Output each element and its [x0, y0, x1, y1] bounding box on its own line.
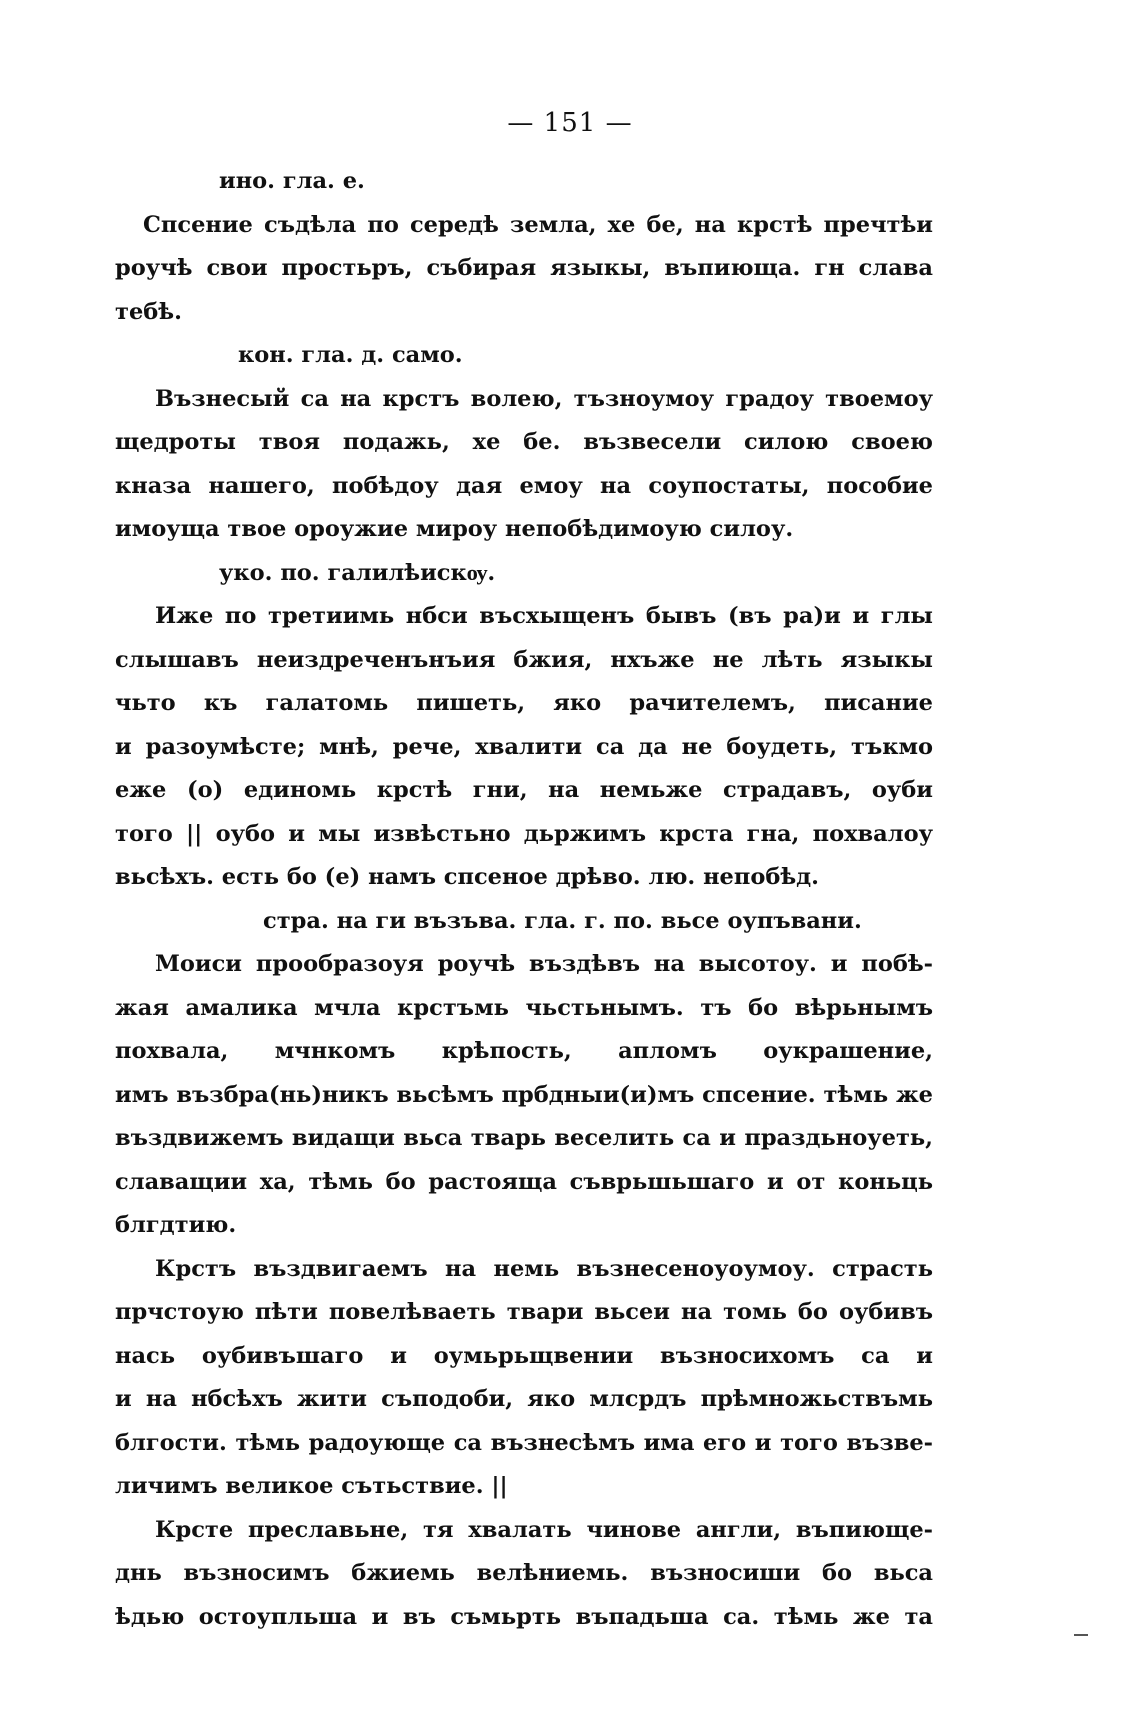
- text-line: нась оубивъшаго и оумьрьщвении възносихомъ са и: [115, 1342, 933, 1369]
- text-line: и разоумѣсте; мнѣ, рече, хвалити са да не боудеть, тъкмо: [115, 733, 933, 760]
- text-line: и на нбсѣхъ жити съподоби, яко млсрдъ прѣмножьствъмь: [115, 1386, 933, 1412]
- hymn-heading: кон. гла. д. само.: [238, 342, 463, 368]
- hymn-heading: уко. по. галилѣискѹ.: [219, 559, 496, 586]
- text-line: вьсѣхъ. есть бо (е) намъ спсеное дрѣво. лю. непобѣд.: [115, 864, 819, 890]
- text-line: похвала, мчнкомъ крѣпость, апломъ оукрашение,: [115, 1038, 933, 1064]
- text-line: блгдтию.: [115, 1212, 237, 1238]
- text-line: имоуща твое ороужие мироу непобѣдимоую силоу.: [115, 516, 794, 542]
- text-line: блгости. тѣмь радоующе са възнесѣмъ има его и того възве-: [115, 1429, 933, 1456]
- text-line: Крсте преславьне, тя хвалать чинове англи, въпиюще-: [155, 1516, 933, 1543]
- text-line: жая амалика мчла крстъмь чьстьнымъ. тъ бо вѣрьнымъ: [115, 994, 933, 1021]
- text-line: славащии ха, тѣмь бо растояща съврьшьшаго и от коньць: [115, 1168, 933, 1195]
- text-line: еже (о) единомь крстѣ гни, на немьже страдавъ, оуби: [115, 777, 933, 803]
- page-body-text: [115, 160, 933, 1639]
- text-line: ѣдью остоупльша и въ съмьрть въпадьша са. тѣмь же та: [115, 1603, 933, 1630]
- margin-mark: [1074, 1634, 1088, 1636]
- hymn-heading: ино. гла. е.: [219, 168, 365, 194]
- text-line: кназа нашего, побѣдоу дая емоу на соупостаты, пособие: [115, 472, 933, 499]
- text-line: чьто къ галатомь пишеть, яко рачителемъ, писание: [115, 690, 933, 716]
- text-line: Крстъ въздвигаемъ на немь възнесеноуоумоу. страсть: [155, 1255, 933, 1282]
- text-line: въздвижемъ видащи вьса тварь веселить са и праздьноуеть,: [115, 1125, 933, 1151]
- text-line: Възнесый са на крстъ волею, тъзноумоу градоу твоемоу: [155, 385, 933, 412]
- text-line: имъ възбра(нь)никъ вьсѣмъ прбдныи(и)мъ спсение. тѣмь же: [115, 1081, 933, 1108]
- hymn-heading: стра. на ги възъва. гла. г. по. вьсе оупъвани.: [263, 907, 862, 934]
- text-line: слышавъ неиздреченънъия бжия, нхъже не лѣть языкы: [115, 646, 933, 673]
- text-line: Иже по третиимь нбси въсхыщенъ бывъ (въ ра)и и глы: [155, 603, 933, 629]
- text-line: тебѣ.: [115, 298, 182, 325]
- text-line: Моиси прообразоуя роучѣ въздѣвъ на высотоу. и побѣ-: [155, 951, 933, 977]
- text-line: личимъ великое сътьствие. ||: [115, 1473, 508, 1499]
- text-line: щедроты твоя подажь, хе бе. възвесели силою своею: [115, 429, 933, 455]
- page-number: — 151 —: [507, 108, 633, 138]
- text-line: прчстоую пѣти повелѣваеть твари вьсеи на томь бо оубивъ: [115, 1299, 933, 1325]
- text-line: роучѣ свои простьръ, събирая языкы, въпиюща. гн слава: [115, 255, 933, 281]
- text-line: того || оубо и мы извѣстьно дьржимъ крста гна, похвалоу: [115, 820, 933, 847]
- text-line: днь възносимъ бжиемь велѣниемь. възносиши бо вьса: [115, 1560, 933, 1586]
- text-line: Спсение съдѣла по середѣ земла, хе бе, на крстѣ пречтѣи: [143, 211, 933, 238]
